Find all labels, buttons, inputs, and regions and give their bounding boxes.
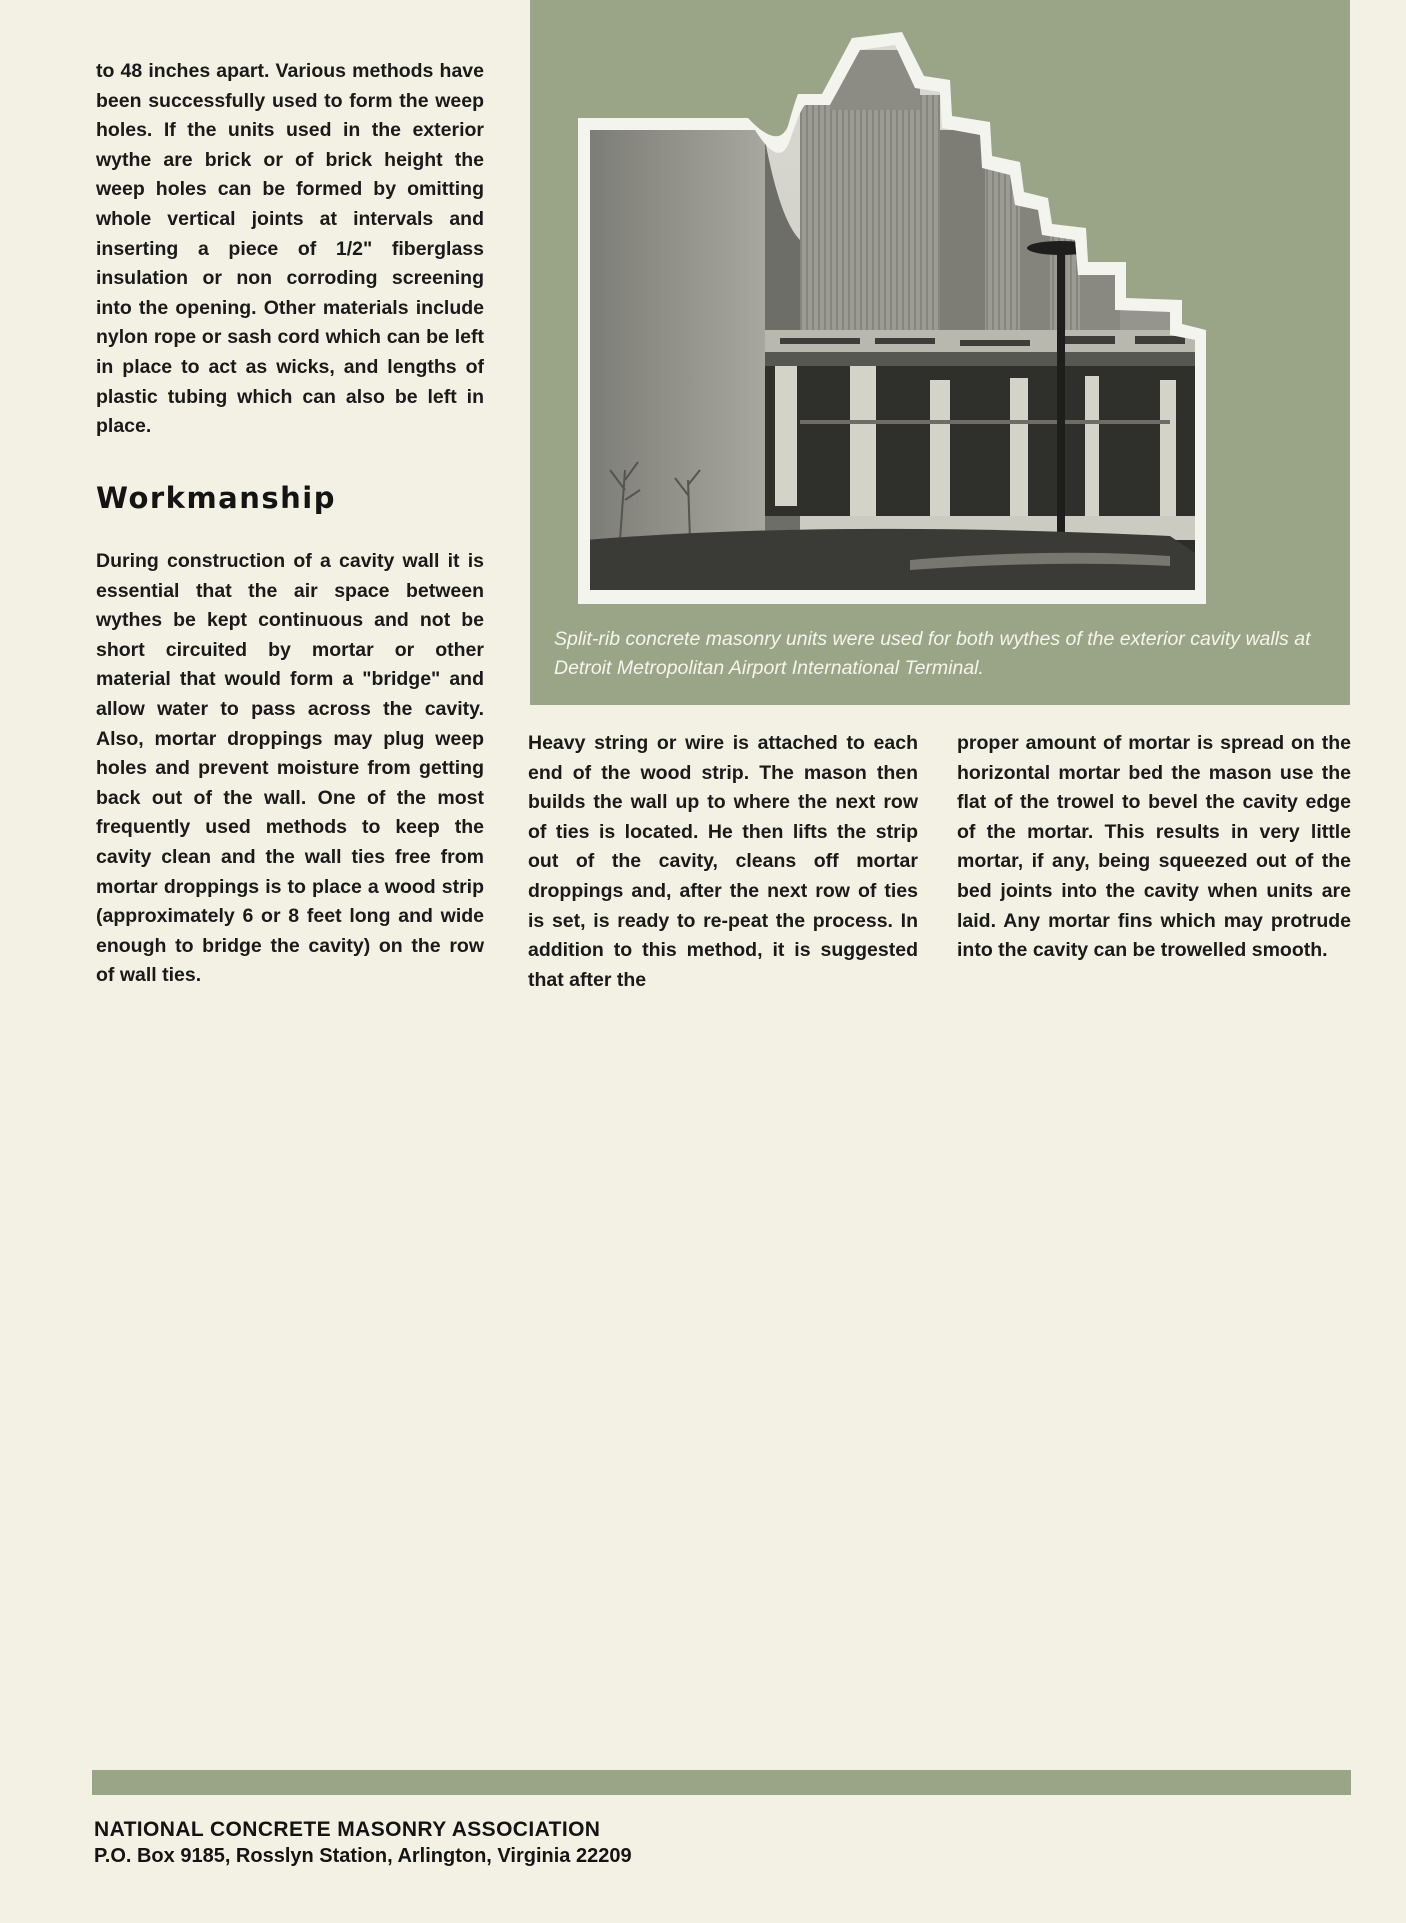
intro-paragraph: to 48 inches apart. Various methods have been successfully used to form the weep holes. If the units used in the exterior wythe are brick or of brick height the weep holes can be formed by omitting whole vertical joints at intervals and inserting a piece of 1/2" fiberglass insulation or non corroding screening into the opening. Other materials include nylon rope or sash cord which can be left in place to act as wicks, and lengths of plastic tubing which can also be left in place. (96, 60, 484, 438)
section-heading-workmanship: Workmanship (96, 481, 337, 515)
footer-organization: NATIONAL CONCRETE MASONRY ASSOCIATION (94, 1818, 601, 1841)
figure-caption: Split-rib concrete masonry units were used for both wythes of the exterior cavity walls at Detroit Metropolitan Airport International Terminal. (554, 628, 1311, 679)
terminal-building-photo (530, 0, 1350, 620)
figure-panel (530, 0, 1350, 705)
footer-address: P.O. Box 9185, Rosslyn Station, Arlington, Virginia 22209 (94, 1845, 632, 1867)
column-middle-paragraph: Heavy string or wire is attached to each end of the wood strip. The mason then builds the wall up to where the next row of ties is located. He then lifts the strip out of the cavity, cleans off mortar droppings and, after the next row of ties is set, is ready to re-peat the process. In addition to this method, it is suggested that after the (528, 732, 918, 991)
workmanship-paragraph: During construction of a cavity wall it is essential that the air space between wythes be kept continuous and not be short circuited by mortar or other material that would form a "bridge" and allow water to pass across the cavity. Also, mortar droppings may plug weep holes and prevent moisture from getting back out of the wall. One of the most frequently used methods to keep the cavity clean and the wall ties free from mortar droppings is to place a wood strip (approximately 6 or 8 feet long and wide enough to bridge the cavity) on the row of wall ties. (96, 550, 484, 987)
column-right-paragraph: proper amount of mortar is spread on the horizontal mortar bed the mason use the flat of the trowel to bevel the cavity edge of the mortar. This results in very little mortar, if any, being squeezed out of the bed joints into the cavity when units are laid. Any mortar fins which may protrude into the cavity can be trowelled smooth. (957, 732, 1351, 962)
footer-divider-bar (92, 1770, 1351, 1795)
